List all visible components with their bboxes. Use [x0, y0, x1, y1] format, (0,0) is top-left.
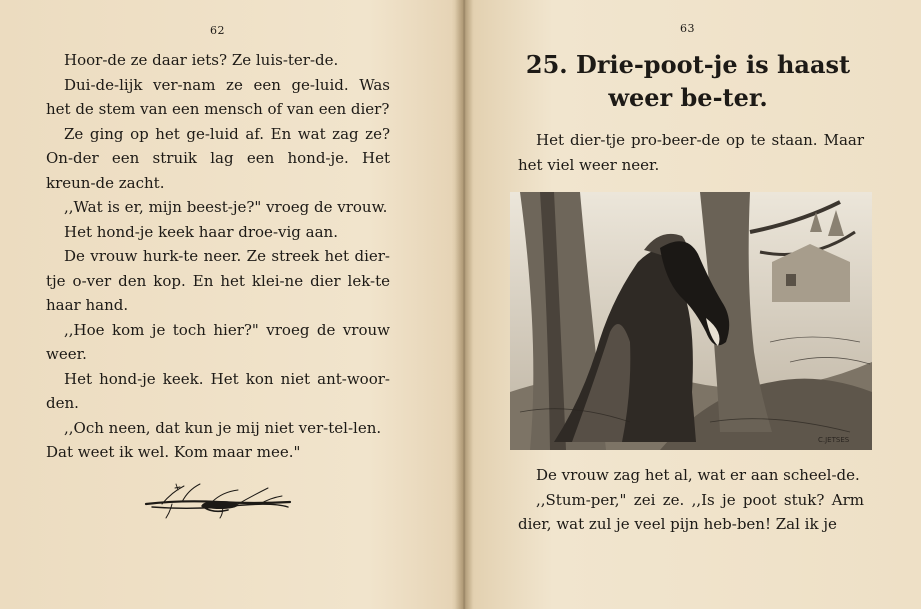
paragraph: Het hond-je keek. Het kon niet ant-woor-den.	[46, 369, 390, 412]
page-number: 63	[680, 22, 695, 35]
left-page	[0, 0, 460, 609]
paragraph: ,,Wat is er, mijn beest-je?" vroeg de vrouw.	[64, 198, 388, 216]
paragraph: De vrouw hurk-te neer. Ze streek het dier-tje o-ver den kop. En het klei-ne dier lek-te haar hand.	[46, 247, 390, 314]
woman-with-dog-illustration	[510, 192, 872, 450]
paragraph: Het dier-tje pro-beer-de op te staan. Maar het viel weer neer.	[518, 131, 864, 174]
paragraph: De vrouw zag het al, wat er aan scheel-de.	[536, 466, 860, 484]
paragraph: ,,Och neen, dat kun je mij niet ver-tel-len. Dat weet ik wel. Kom maar mee."	[46, 418, 382, 461]
chapter-title-line: weer be-ter.	[608, 83, 768, 112]
paragraph: ,,Hoe kom je toch hier?" vroeg de vrouw weer.	[46, 320, 390, 363]
left-page-body	[46, 48, 390, 465]
intro-text	[518, 128, 864, 177]
paragraph: Het hond-je keek haar droe-vig aan.	[64, 222, 338, 241]
page-number: 62	[210, 24, 225, 37]
paragraph: Dui-de-lijk ver-nam ze een ge-luid. Was het de stem van een mensch of van een dier?	[46, 75, 390, 118]
continuation-text	[518, 463, 864, 537]
plant-ornament-icon	[142, 480, 294, 520]
paragraph: Ze ging op het ge-luid af. En wat zag ze? On-der een struik lag een hond-je. Het kreun-de zacht.	[46, 124, 390, 192]
paragraph: ,,Stum-per," zei ze. ,,Is je poot stuk? Arm dier, wat zul je veel pijn heb-ben! Zal ik je	[518, 490, 864, 533]
chapter-title-line: 25. Drie-poot-je is haast	[525, 50, 851, 79]
right-page	[470, 0, 921, 609]
chapter-title	[518, 48, 858, 114]
paragraph: Hoor-de ze daar iets? Ze luis-ter-de.	[64, 51, 339, 69]
illustration-signature: C.JETSES	[818, 436, 850, 444]
